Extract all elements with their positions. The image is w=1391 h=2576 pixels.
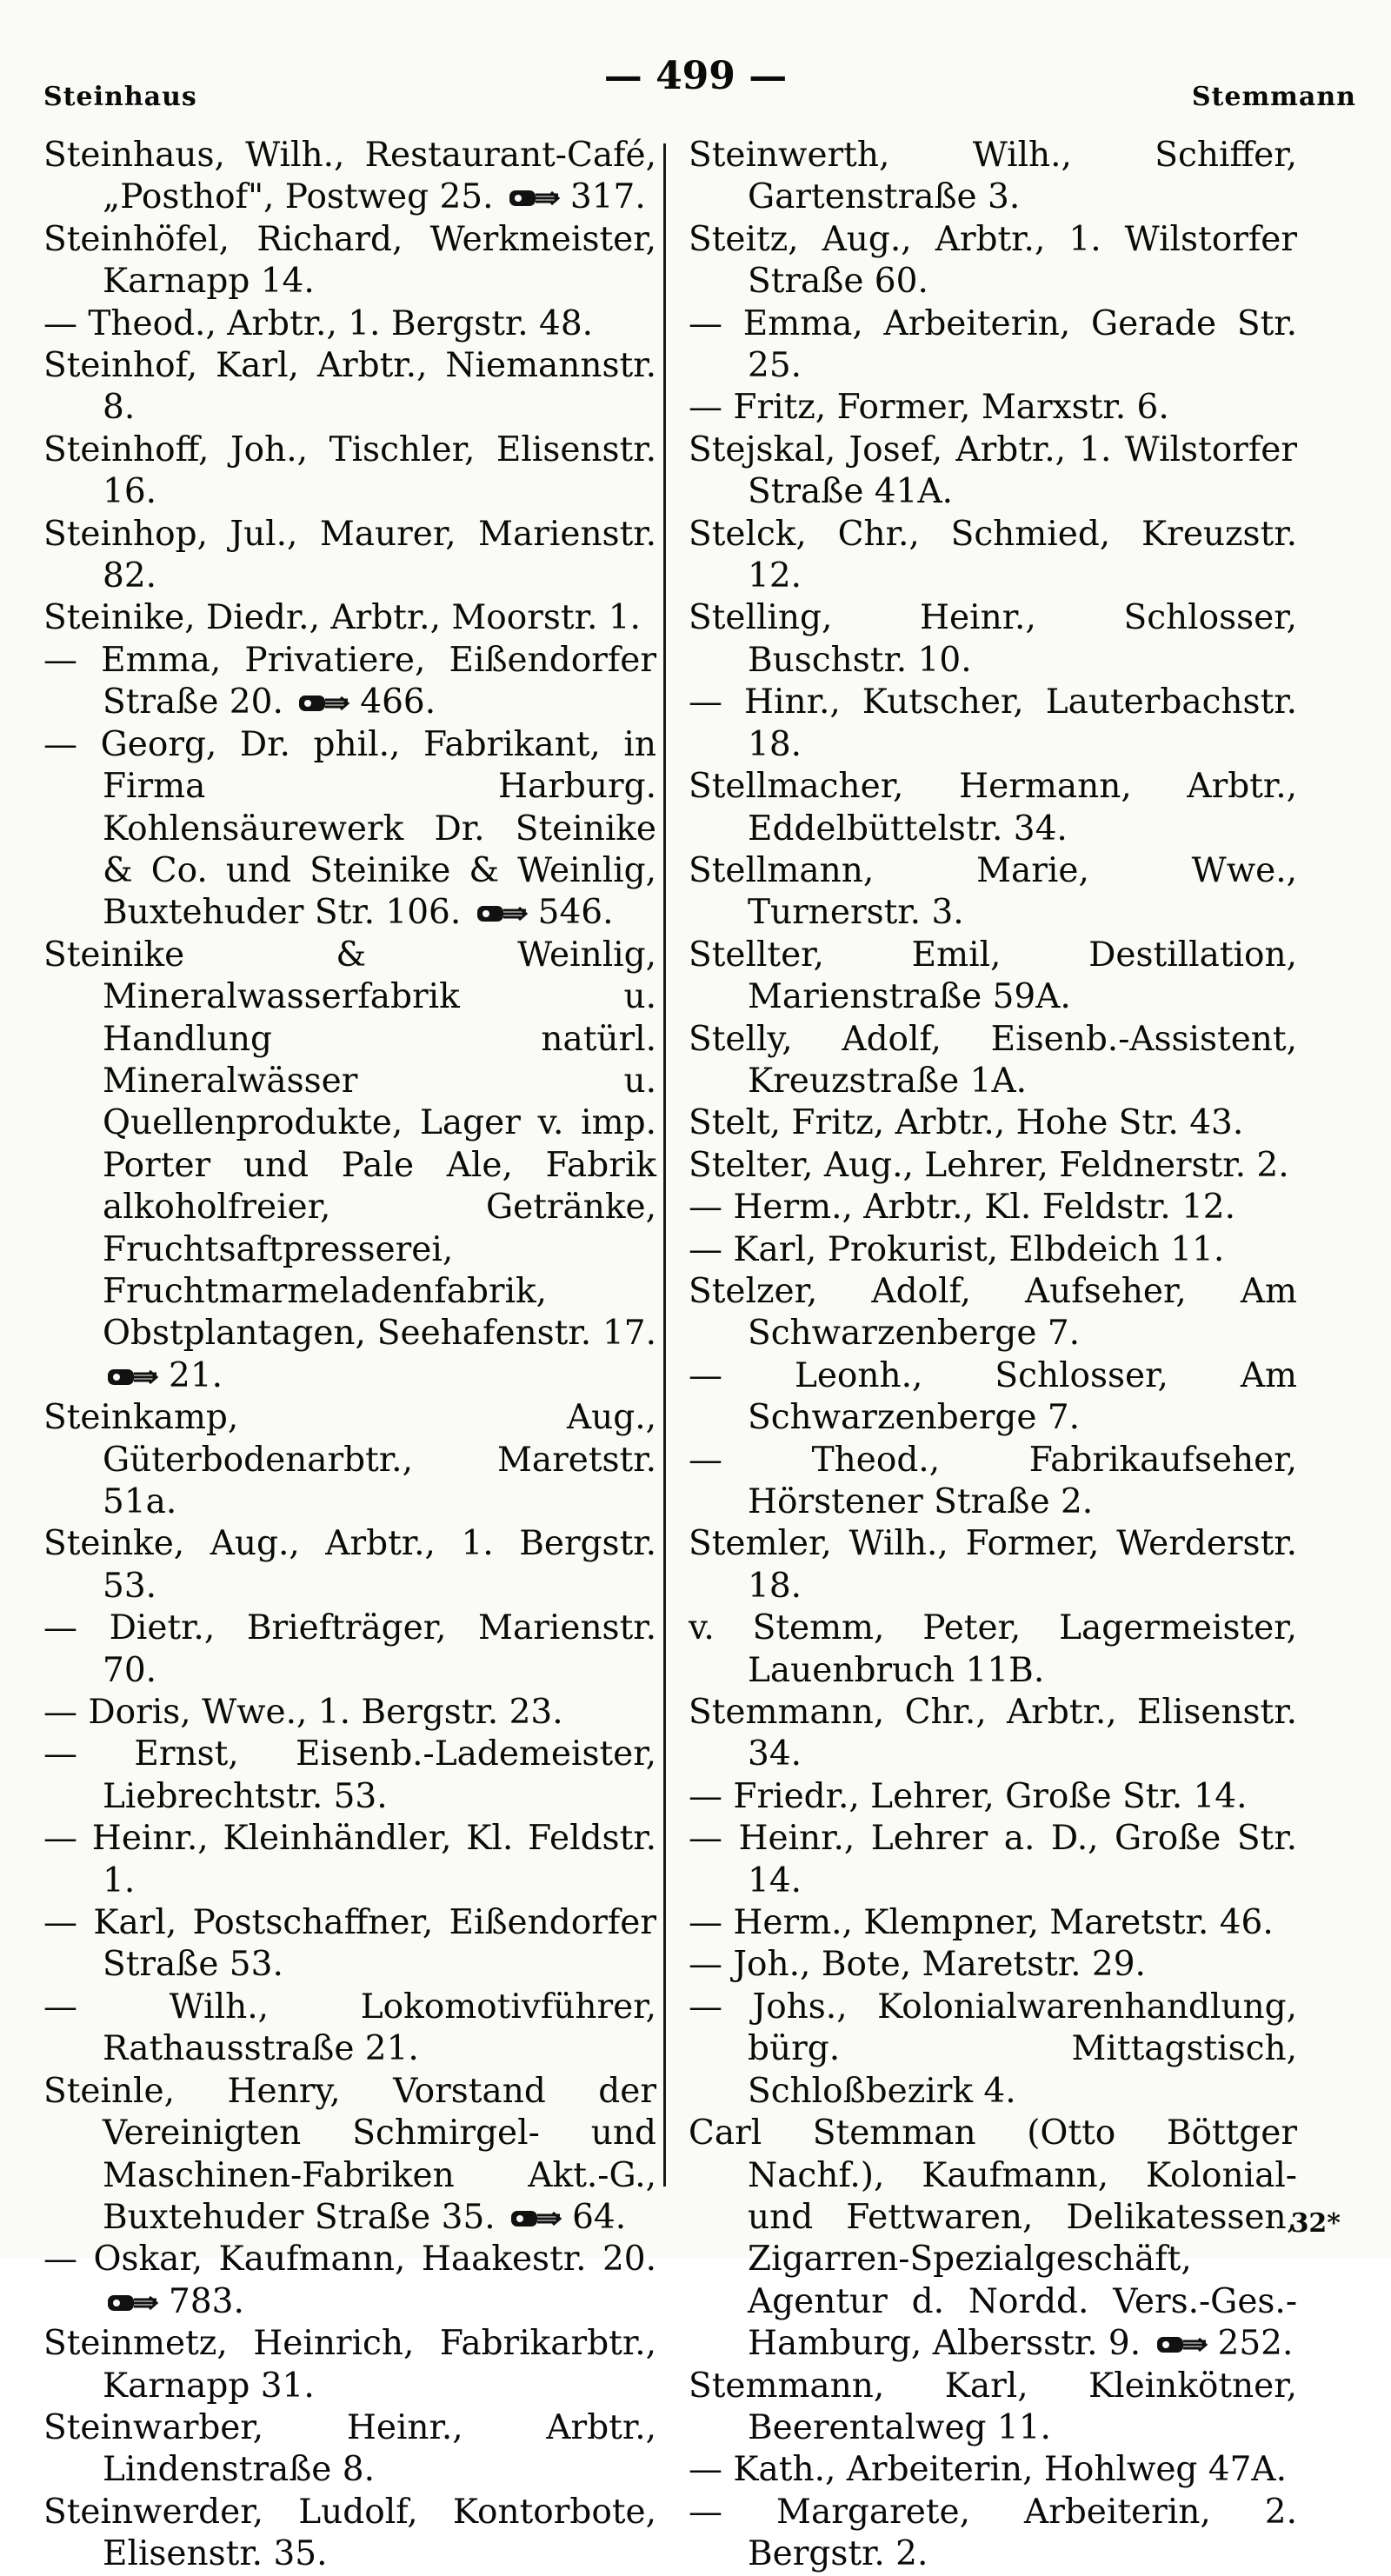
directory-entry: [43, 1987, 656, 2071]
directory-entry: [689, 303, 1297, 388]
entry-text: — Herm., Klempner, Maretstr. 46.: [689, 1903, 1274, 1943]
directory-entry: [43, 514, 656, 598]
directory-entry: [689, 1019, 1297, 1103]
directory-entry: [43, 1902, 656, 1987]
entry-text: Steinhöfel, Richard, Werkmeister, Karnapp 14.: [43, 219, 656, 302]
entry-text: — Kath., Arbeiterin, Hohlweg 47A.: [689, 2450, 1287, 2490]
directory-entry: [43, 2407, 656, 2492]
telephone-icon: [508, 187, 562, 210]
directory-entry: [689, 2366, 1297, 2450]
directory-entry: [43, 1397, 656, 1523]
entry-text: Steinmetz, Heinrich, Fabrikarbtr., Karnapp 31.: [43, 2324, 656, 2406]
entry-text: — Wilh., Lokomotivführer, Rathausstraße 21.: [43, 1987, 656, 2069]
directory-entry: [43, 2492, 656, 2576]
phone-number: 317.: [569, 177, 646, 217]
entry-text: Stemler, Wilh., Former, Werderstr. 18.: [689, 1524, 1297, 1606]
telephone-icon: [106, 1366, 160, 1388]
directory-entry: [689, 135, 1297, 219]
directory-entry: [43, 2323, 656, 2407]
directory-entry: [689, 1271, 1297, 1355]
telephone-icon: [297, 692, 351, 715]
directory-entry: [43, 135, 656, 219]
entry-text: — Margarete, Arbeiterin, 2. Bergstr. 2.: [689, 2492, 1297, 2574]
directory-entry: [689, 1692, 1297, 1776]
entry-text: Steinke, Aug., Arbtr., 1. Bergstr. 53.: [43, 1524, 656, 1606]
directory-entry: [689, 850, 1297, 935]
entry-text: — Theod., Arbtr., 1. Bergstr. 48.: [43, 303, 594, 343]
directory-entry: [43, 935, 656, 1397]
directory-entry: [689, 1229, 1297, 1271]
directory-entry: [43, 1734, 656, 1818]
entry-text: Stellmann, Marie, Wwe., Turnerstr. 3.: [689, 850, 1297, 933]
phone-number: 466.: [360, 682, 436, 722]
entry-text: — Emma, Privatiere, Eißendorfer Straße 20.: [43, 640, 656, 722]
directory-entry: [43, 2071, 656, 2240]
entry-text: Steinike & Weinlig, Mineralwasserfabrik u. Handlung natürl. Mineralwässer u. Quellenprodukte, Lager v. imp. Porter und Pale Ale, Fabrik alkoholfreier, Getränke, Fruchtsaftpresserei, Fruchtmarmeladenfabrik, Obstplantagen, Seehafenstr. 17.: [43, 935, 656, 1354]
directory-entry: [689, 1902, 1297, 1944]
directory-entry: [43, 429, 656, 514]
entry-text: — Fritz, Former, Marxstr. 6.: [689, 388, 1169, 428]
directory-entry: [689, 387, 1297, 429]
entry-text: — Karl, Postschaffner, Eißendorfer Straße 53.: [43, 1903, 656, 1985]
directory-entry: [43, 1608, 656, 1692]
entry-text: — Dietr., Briefträger, Marienstr. 70.: [43, 1608, 656, 1690]
directory-entry: [689, 1944, 1297, 1986]
directory-entry: [689, 1102, 1297, 1144]
entry-text: — Emma, Arbeiterin, Gerade Str. 25.: [689, 303, 1297, 386]
directory-entry: [689, 1608, 1297, 1692]
entry-text: Stellmacher, Hermann, Arbtr., Eddelbüttelstr. 34.: [689, 767, 1297, 849]
entry-text: — Herm., Arbtr., Kl. Feldstr. 12.: [689, 1188, 1236, 1228]
printer-signature: 32*: [1290, 2208, 1341, 2239]
directory-entry: [689, 1440, 1297, 1524]
directory-entry: [43, 345, 656, 429]
directory-entry: [689, 2492, 1297, 2576]
entry-text: Steinhop, Jul., Maurer, Marienstr. 82.: [43, 514, 656, 596]
entry-text: — Doris, Wwe., 1. Bergstr. 23.: [43, 1693, 563, 1733]
entry-text: Steinwerth, Wilh., Schiffer, Gartenstraße 3.: [689, 136, 1297, 217]
phone-number: 783.: [169, 2281, 244, 2321]
directory-entry: [43, 724, 656, 935]
left-column: [43, 135, 656, 2576]
entry-text: Steinwarber, Heinr., Arbtr., Lindenstraße 8.: [43, 2407, 656, 2490]
directory-entry: [689, 1523, 1297, 1608]
directory-entry: [689, 935, 1297, 1019]
entry-text: Steinhaus, Wilh., Restaurant-Café, „Posthof", Postweg 25.: [43, 136, 656, 217]
entry-text: v. Stemm, Peter, Lagermeister, Lauenbruch 11B.: [689, 1608, 1297, 1690]
entry-text: Stemmann, Chr., Arbtr., Elisenstr. 34.: [689, 1693, 1297, 1774]
entry-text: — Theod., Fabrikaufseher, Hörstener Straße 2.: [689, 1440, 1297, 1521]
directory-entry: [689, 2449, 1297, 2491]
phone-number: 546.: [537, 893, 614, 933]
entry-text: — Heinr., Kleinhändler, Kl. Feldstr. 1.: [43, 1819, 656, 1900]
directory-entry: [43, 1818, 656, 1902]
entry-text: Steinike, Diedr., Arbtr., Moorstr. 1.: [43, 598, 641, 638]
entry-text: Stelling, Heinr., Schlosser, Buschstr. 10.: [689, 598, 1297, 680]
entry-text: — Karl, Prokurist, Elbdeich 11.: [689, 1229, 1225, 1269]
entry-text: Stelck, Chr., Schmied, Kreuzstr. 12.: [689, 514, 1297, 596]
telephone-icon: [106, 2292, 160, 2314]
phone-number: 64.: [572, 2197, 627, 2237]
telephone-icon: [1155, 2333, 1209, 2356]
entry-text: Stelt, Fritz, Arbtr., Hohe Str. 43.: [689, 1103, 1244, 1143]
entry-text: Stellter, Emil, Destillation, Marienstraße 59A.: [689, 935, 1297, 1017]
column-divider: [663, 143, 666, 2187]
directory-entry: [689, 514, 1297, 598]
directory-entry: [689, 429, 1297, 514]
entry-text: Stemmann, Karl, Kleinkötner, Beerentalweg 11.: [689, 2366, 1297, 2447]
directory-entry: [689, 1187, 1297, 1228]
entry-text: — Johs., Kolonialwarenhandlung, bürg. Mittagstisch, Schloßbezirk 4.: [689, 1987, 1297, 2111]
entry-text: — Joh., Bote, Maretstr. 29.: [689, 1945, 1146, 1985]
directory-entry: [689, 1145, 1297, 1187]
page-number: — 499 —: [603, 54, 788, 98]
entry-text: — Friedr., Lehrer, Große Str. 14.: [689, 1776, 1248, 1816]
right-column: [689, 135, 1297, 2576]
telephone-icon: [476, 902, 529, 925]
entry-text: Steinhof, Karl, Arbtr., Niemannstr. 8.: [43, 346, 656, 428]
entry-text: Steinwerder, Ludolf, Kontorbote, Elisenstr. 35.: [43, 2492, 656, 2574]
entry-text: Stejskal, Josef, Arbtr., 1. Wilstorfer Straße 41A.: [689, 429, 1297, 512]
running-head-right: Stemmann: [1191, 82, 1356, 112]
directory-entry: [43, 597, 656, 639]
entry-text: Steinkamp, Aug., Güterbodenarbtr., Maretstr. 51a.: [43, 1398, 656, 1521]
directory-entry: [689, 2113, 1297, 2365]
directory-entry: [43, 2239, 656, 2323]
entry-text: — Ernst, Eisenb.-Lademeister, Liebrechtstr. 53.: [43, 1734, 656, 1816]
entry-text: Steinle, Henry, Vorstand der Vereinigten Schmirgel- und Maschinen-Fabriken Akt.-G., Buxtehuder Straße 35.: [43, 2071, 656, 2237]
directory-entry: [43, 303, 656, 345]
entry-text: — Hinr., Kutscher, Lauterbachstr. 18.: [689, 682, 1297, 764]
directory-entry: [689, 219, 1297, 303]
entry-text: — Leonh., Schlosser, Am Schwarzenberge 7.: [689, 1355, 1297, 1438]
entry-text: Steinhoff, Joh., Tischler, Elisenstr. 16.: [43, 429, 656, 512]
directory-entry: [689, 1355, 1297, 1440]
entry-text: — Heinr., Lehrer a. D., Große Str. 14.: [689, 1819, 1297, 1900]
directory-entry: [689, 1987, 1297, 2113]
phone-number: 21.: [169, 1355, 223, 1395]
entry-text: Steitz, Aug., Arbtr., 1. Wilstorfer Straße 60.: [689, 219, 1297, 302]
directory-entry: [689, 682, 1297, 766]
phone-number: 252.: [1217, 2324, 1294, 2364]
running-head-left: Steinhaus: [43, 82, 197, 112]
directory-entry: [689, 597, 1297, 682]
directory-entry: [689, 766, 1297, 850]
entry-text: Stelter, Aug., Lehrer, Feldnerstr. 2.: [689, 1145, 1289, 1185]
directory-entry: [43, 219, 656, 303]
directory-entry: [689, 1776, 1297, 1818]
directory-entry: [43, 640, 656, 724]
entry-text: — Oskar, Kaufmann, Haakestr. 20.: [43, 2240, 656, 2280]
directory-entry: [43, 1692, 656, 1734]
entry-text: Stelzer, Adolf, Aufseher, Am Schwarzenberge 7.: [689, 1271, 1297, 1354]
entry-text: — Georg, Dr. phil., Fabrikant, in Firma Harburg. Kohlensäurewerk Dr. Steinike & Co. und Steinike & Weinlig, Buxtehuder Str. 106.: [43, 724, 656, 933]
entry-text: Carl Stemman (Otto Böttger Nachf.), Kaufmann, Kolonial- und Fettwaren, Delikatessen, Zigarren-Spezialgeschäft, Agentur d. Nordd. Vers.-Ges.-Hamburg, Albersstr. 9.: [689, 2113, 1297, 2364]
telephone-icon: [509, 2207, 563, 2230]
entry-text: Stelly, Adolf, Eisenb.-Assistent, Kreuzstraße 1A.: [689, 1019, 1297, 1101]
page-header: [0, 54, 1391, 115]
directory-entry: [689, 1818, 1297, 1902]
directory-entry: [43, 1523, 656, 1608]
